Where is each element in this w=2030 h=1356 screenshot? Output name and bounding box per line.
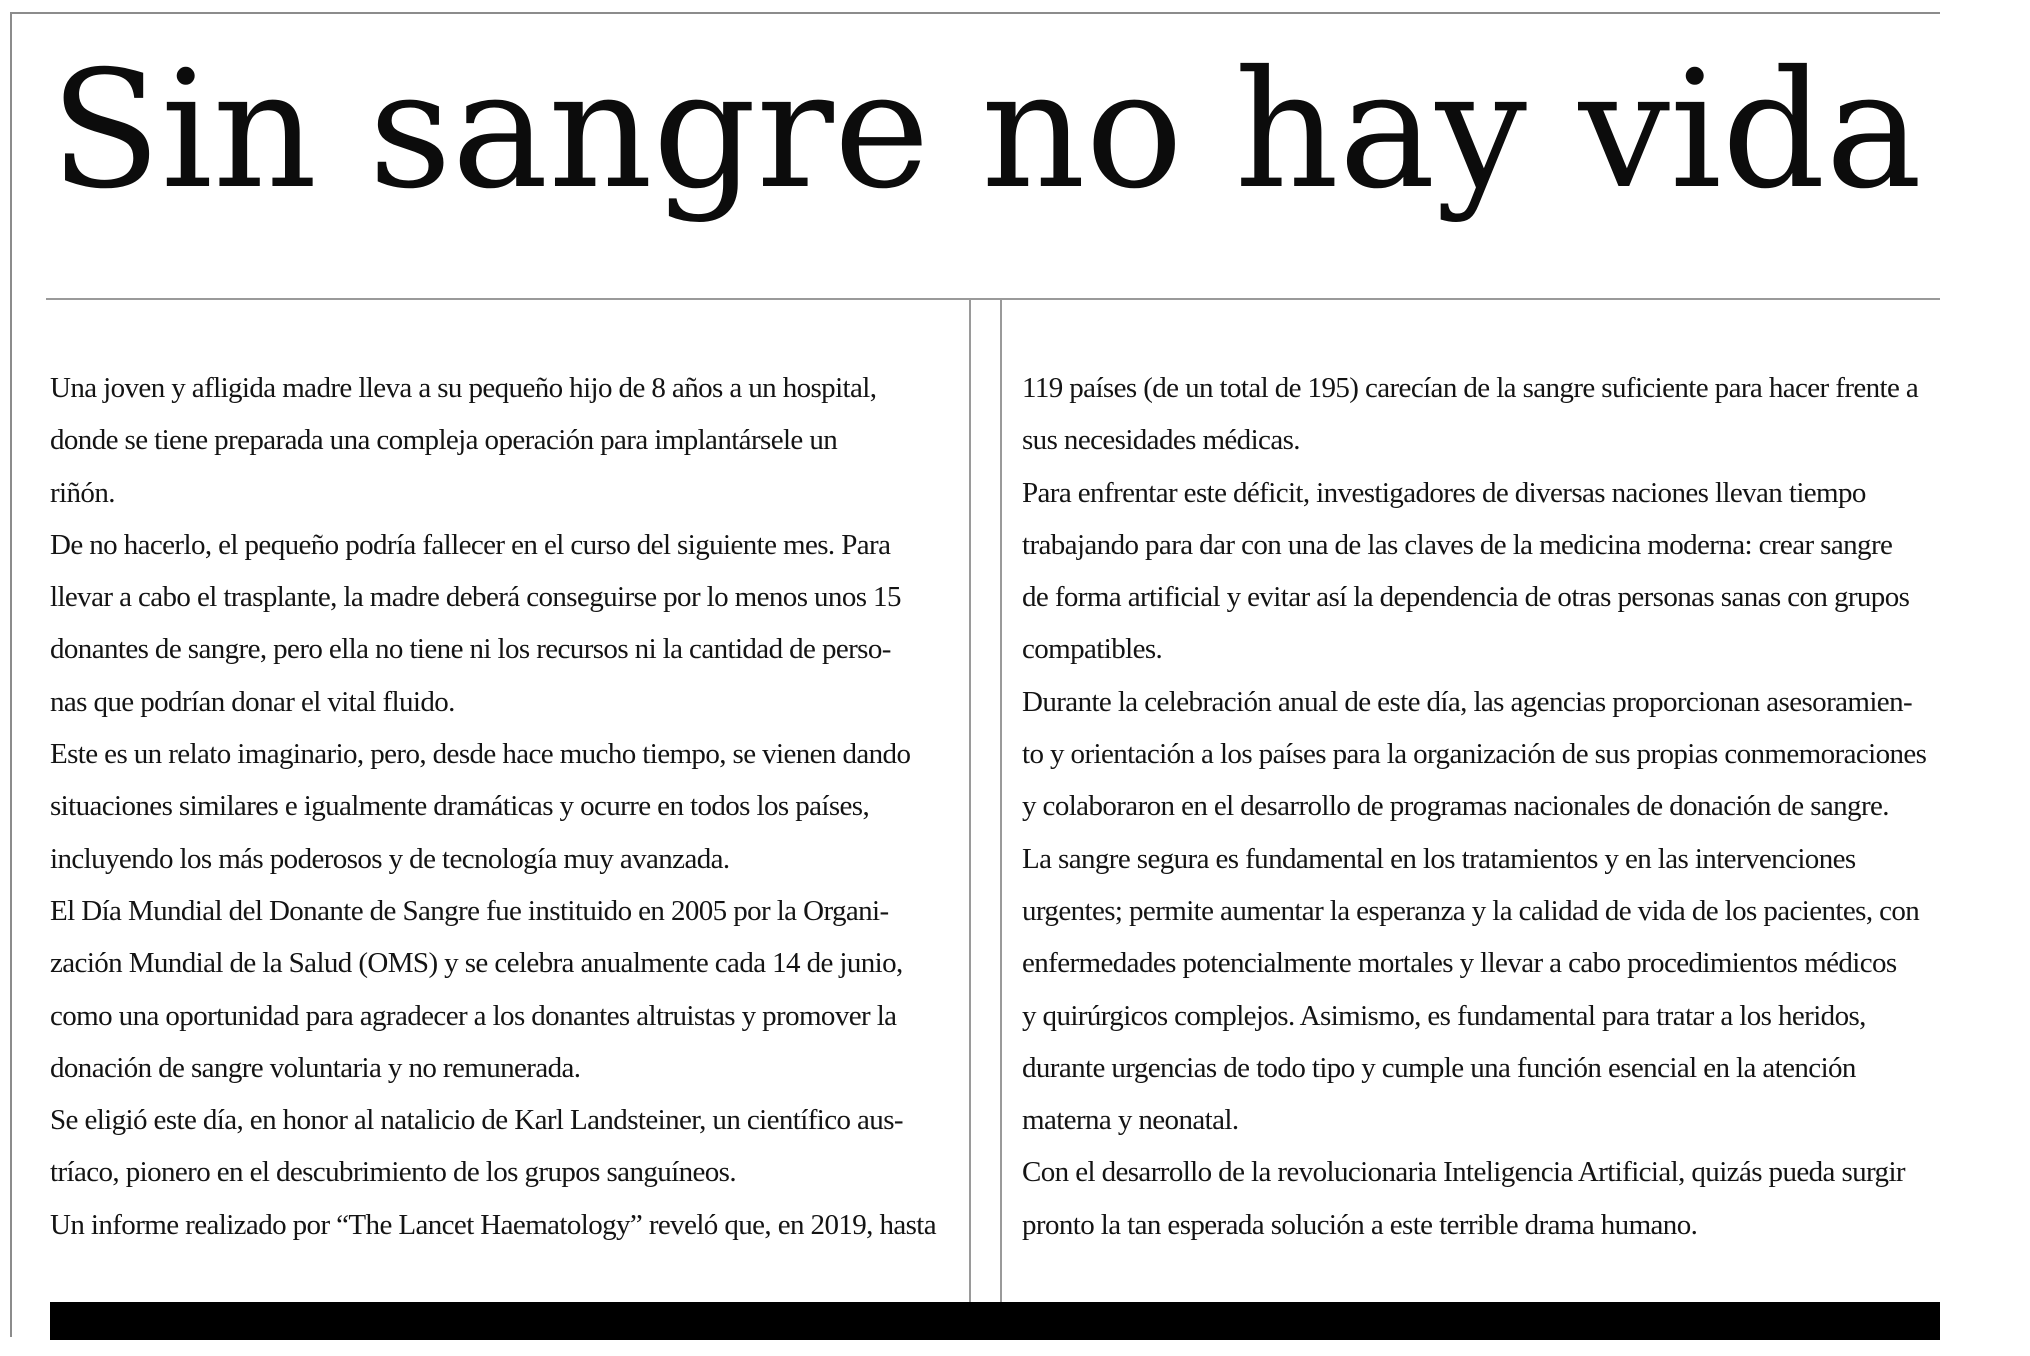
- headline-divider: [46, 298, 1940, 300]
- text-line: Con el desarrollo de la revolucionaria Inteligencia Artificial, quizás pueda surgir: [1022, 1156, 1905, 1189]
- text-line: tríaco, pionero en el descubrimiento de los grupos sanguíneos.: [50, 1156, 737, 1189]
- text-line: durante urgencias de todo tipo y cumple una función esencial en la atención: [1022, 1051, 1856, 1084]
- text-line: sus necesidades médicas.: [1022, 424, 1300, 457]
- text-line: Un informe realizado por “The Lancet Haematology” reveló que, en 2019, hasta: [50, 1208, 937, 1241]
- text-line: riñón.: [50, 476, 115, 509]
- text-line: Durante la celebración anual de este día, las agencias proporcionan asesoramien-: [1022, 685, 1913, 718]
- text-line: compatibles.: [1022, 633, 1163, 666]
- text-line: donación de sangre voluntaria y no remunerada.: [50, 1051, 581, 1084]
- text-line: donantes de sangre, pero ella no tiene ni los recursos ni la cantidad de perso-: [50, 633, 891, 666]
- text-line: incluyendo los más poderosos y de tecnología muy avanzada.: [50, 842, 730, 875]
- text-line: pronto la tan esperada solución a este terrible drama humano.: [1022, 1208, 1698, 1241]
- text-line: y colaboraron en el desarrollo de programas nacionales de donación de sangre.: [1022, 790, 1889, 823]
- bottom-bar: [50, 1302, 1940, 1340]
- text-line: situaciones similares e igualmente dramáticas y ocurre en todos los países,: [50, 790, 870, 823]
- column-divider-left: [969, 300, 971, 1302]
- text-line: y quirúrgicos complejos. Asimismo, es fundamental para tratar a los heridos,: [1022, 999, 1866, 1032]
- text-line: La sangre segura es fundamental en los tratamientos y en las intervenciones: [1022, 842, 1856, 875]
- text-line: como una oportunidad para agradecer a los donantes altruistas y promover la: [50, 999, 897, 1032]
- text-line: Una joven y afligida madre lleva a su pequeño hijo de 8 años a un hospital,: [50, 372, 877, 404]
- text-line: trabajando para dar con una de las claves de la medicina moderna: crear sangre: [1022, 528, 1893, 561]
- left-rule: [10, 12, 12, 1337]
- text-line: 119 países (de un total de 195) carecían de la sangre suficiente para hacer frente a: [1022, 372, 1919, 404]
- top-rule: [10, 12, 1940, 14]
- text-line: de forma artificial y evitar así la dependencia de otras personas sanas con grupos: [1022, 581, 1910, 614]
- text-line: Este es un relato imaginario, pero, desde hace mucho tiempo, se vienen dando: [50, 738, 911, 771]
- text-line: Para enfrentar este déficit, investigadores de diversas naciones llevan tiempo: [1022, 476, 1866, 509]
- text-line: llevar a cabo el trasplante, la madre deberá conseguirse por lo menos unos 15: [50, 581, 901, 614]
- text-line: De no hacerlo, el pequeño podría fallecer en el curso del siguiente mes. Para: [50, 528, 891, 561]
- text-line: urgentes; permite aumentar la esperanza y la calidad de vida de los pacientes, con: [1022, 894, 1920, 927]
- text-line: donde se tiene preparada una compleja operación para implantársele un: [50, 424, 838, 457]
- text-line: zación Mundial de la Salud (OMS) y se celebra anualmente cada 14 de junio,: [50, 947, 903, 980]
- text-line: enfermedades potencialmente mortales y llevar a cabo procedimientos médicos: [1022, 947, 1897, 980]
- text-line: nas que podrían donar el vital fluido.: [50, 685, 455, 718]
- text-line: Se eligió este día, en honor al natalicio de Karl Landsteiner, un científico aus-: [50, 1104, 903, 1137]
- column-divider-right: [1000, 300, 1002, 1302]
- text-line: to y orientación a los países para la organización de sus propias conmemoraciones: [1022, 738, 1927, 771]
- text-line: materna y neonatal.: [1022, 1104, 1239, 1137]
- article-column-right: [1022, 362, 1942, 1251]
- text-line: El Día Mundial del Donante de Sangre fue instituido en 2005 por la Organi-: [50, 894, 889, 927]
- headline: Sin sangre no hay vida: [50, 37, 1923, 225]
- article-column-left: [50, 362, 955, 1251]
